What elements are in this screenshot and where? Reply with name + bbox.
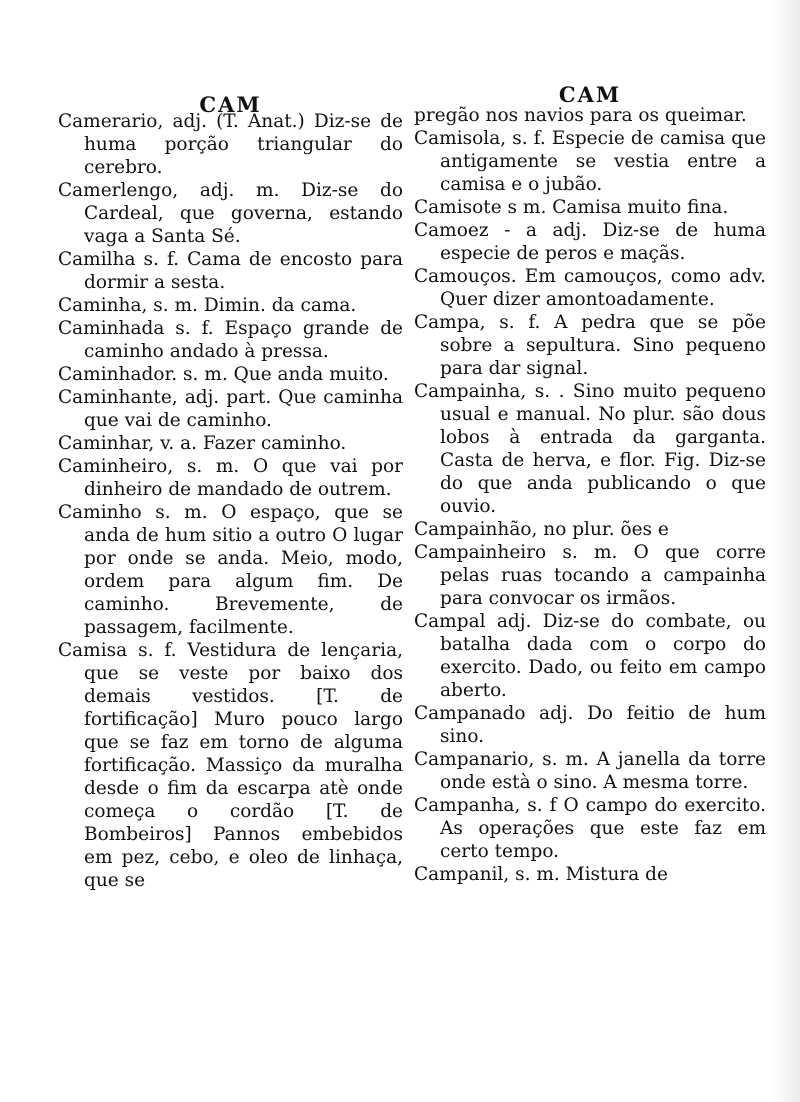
entry-camisote: Camisote s m. Camisa muito fina. [414,197,729,218]
entry-camisa: Camisa s. f. Vestidura de lençaria, que se veste por baixo dos demais vestidos. [T. de fortificação] Muro pouco largo que se faz em torno de alguma fortificação. Massiço da muralha desde o fim da escarpa atè onde começa o cordão [T. de Bombeiros] Pannos embebidos em pez, cebo, e oleo de linhaça, que se [58,640,403,891]
entry-campal: Campal adj. Diz-se do combate, ou batalha dada com o corpo do exercito. Dado, ou feito em campo aberto. [414,611,766,701]
entry-campa: Campa, s. f. A pedra que se põe sobre a sepultura. Sino pequeno para dar signal. [414,312,766,379]
entry-campainhao: Campainhão, no plur. ões e [414,519,669,540]
page-edge-shadow [772,0,800,1102]
entry-continuation: pregão nos navios para os queimar. [414,105,747,126]
entry-caminhador: Caminhador. s. m. Que anda muito. [58,364,389,385]
entry-camerlengo: Camerlengo, adj. m. Diz-se do Cardeal, que governa, estando vaga a Santa Sé. [58,180,403,247]
entry-caminhar: Caminhar, v. a. Fazer caminho. [58,433,347,454]
entry-campanario: Campanario, s. m. A janella da torre onde està o sino. A mesma torre. [414,749,766,793]
entry-campainheiro: Campainheiro s. m. O que corre pelas ruas tocando a campainha para convocar os irmãos. [414,542,766,609]
right-column-header: CAM [558,82,622,107]
entry-camisola: Camisola, s. f. Especie de camisa que antigamente se vestia entre a camisa e o jubão. [414,128,766,195]
entry-campanha: Campanha, s. f O campo do exercito. As operações que este faz em certo tempo. [414,795,766,862]
left-column-header: CAM [199,92,262,117]
entry-campainha: Campainha, s. . Sino muito pequeno usual e manual. No plur. são dous lobos à entrada da garganta. Casta de herva, e flor. Fig. Diz-se do que anda publicando o que ouvio. [414,381,766,517]
left-entries [58,110,403,892]
entry-camerario: Camerario, adj. (T. Anat.) Diz-se de huma porção triangular do cerebro. [58,111,403,178]
entry-camilha: Camilha s. f. Cama de encosto para dormir a sesta. [58,249,403,293]
right-entries [414,104,766,886]
entry-campanil: Campanil, s. m. Mistura de [414,864,668,885]
entry-caminhada: Caminhada s. f. Espaço grande de caminho andado à pressa. [58,318,403,362]
entry-camoez: Camoez - a adj. Diz-se de huma especie de peros e maçãs. [414,220,766,264]
entry-campanado: Campanado adj. Do feitio de hum sino. [414,703,766,747]
entry-camoucos: Camouços. Em camouços, como adv. Quer dizer amontoadamente. [414,266,766,310]
entry-caminho: Caminho s. m. O espaço, que se anda de hum sitio a outro O lugar por onde se anda. Meio, modo, ordem para algum fim. De caminho. Brevemente, de passagem, facilmente. [58,502,403,638]
entry-caminha: Caminha, s. m. Dimin. da cama. [58,295,357,316]
entry-caminhante: Caminhante, adj. part. Que caminha que vai de caminho. [58,387,403,431]
entry-caminheiro: Caminheiro, s. m. O que vai por dinheiro de mandado de outrem. [58,456,403,500]
